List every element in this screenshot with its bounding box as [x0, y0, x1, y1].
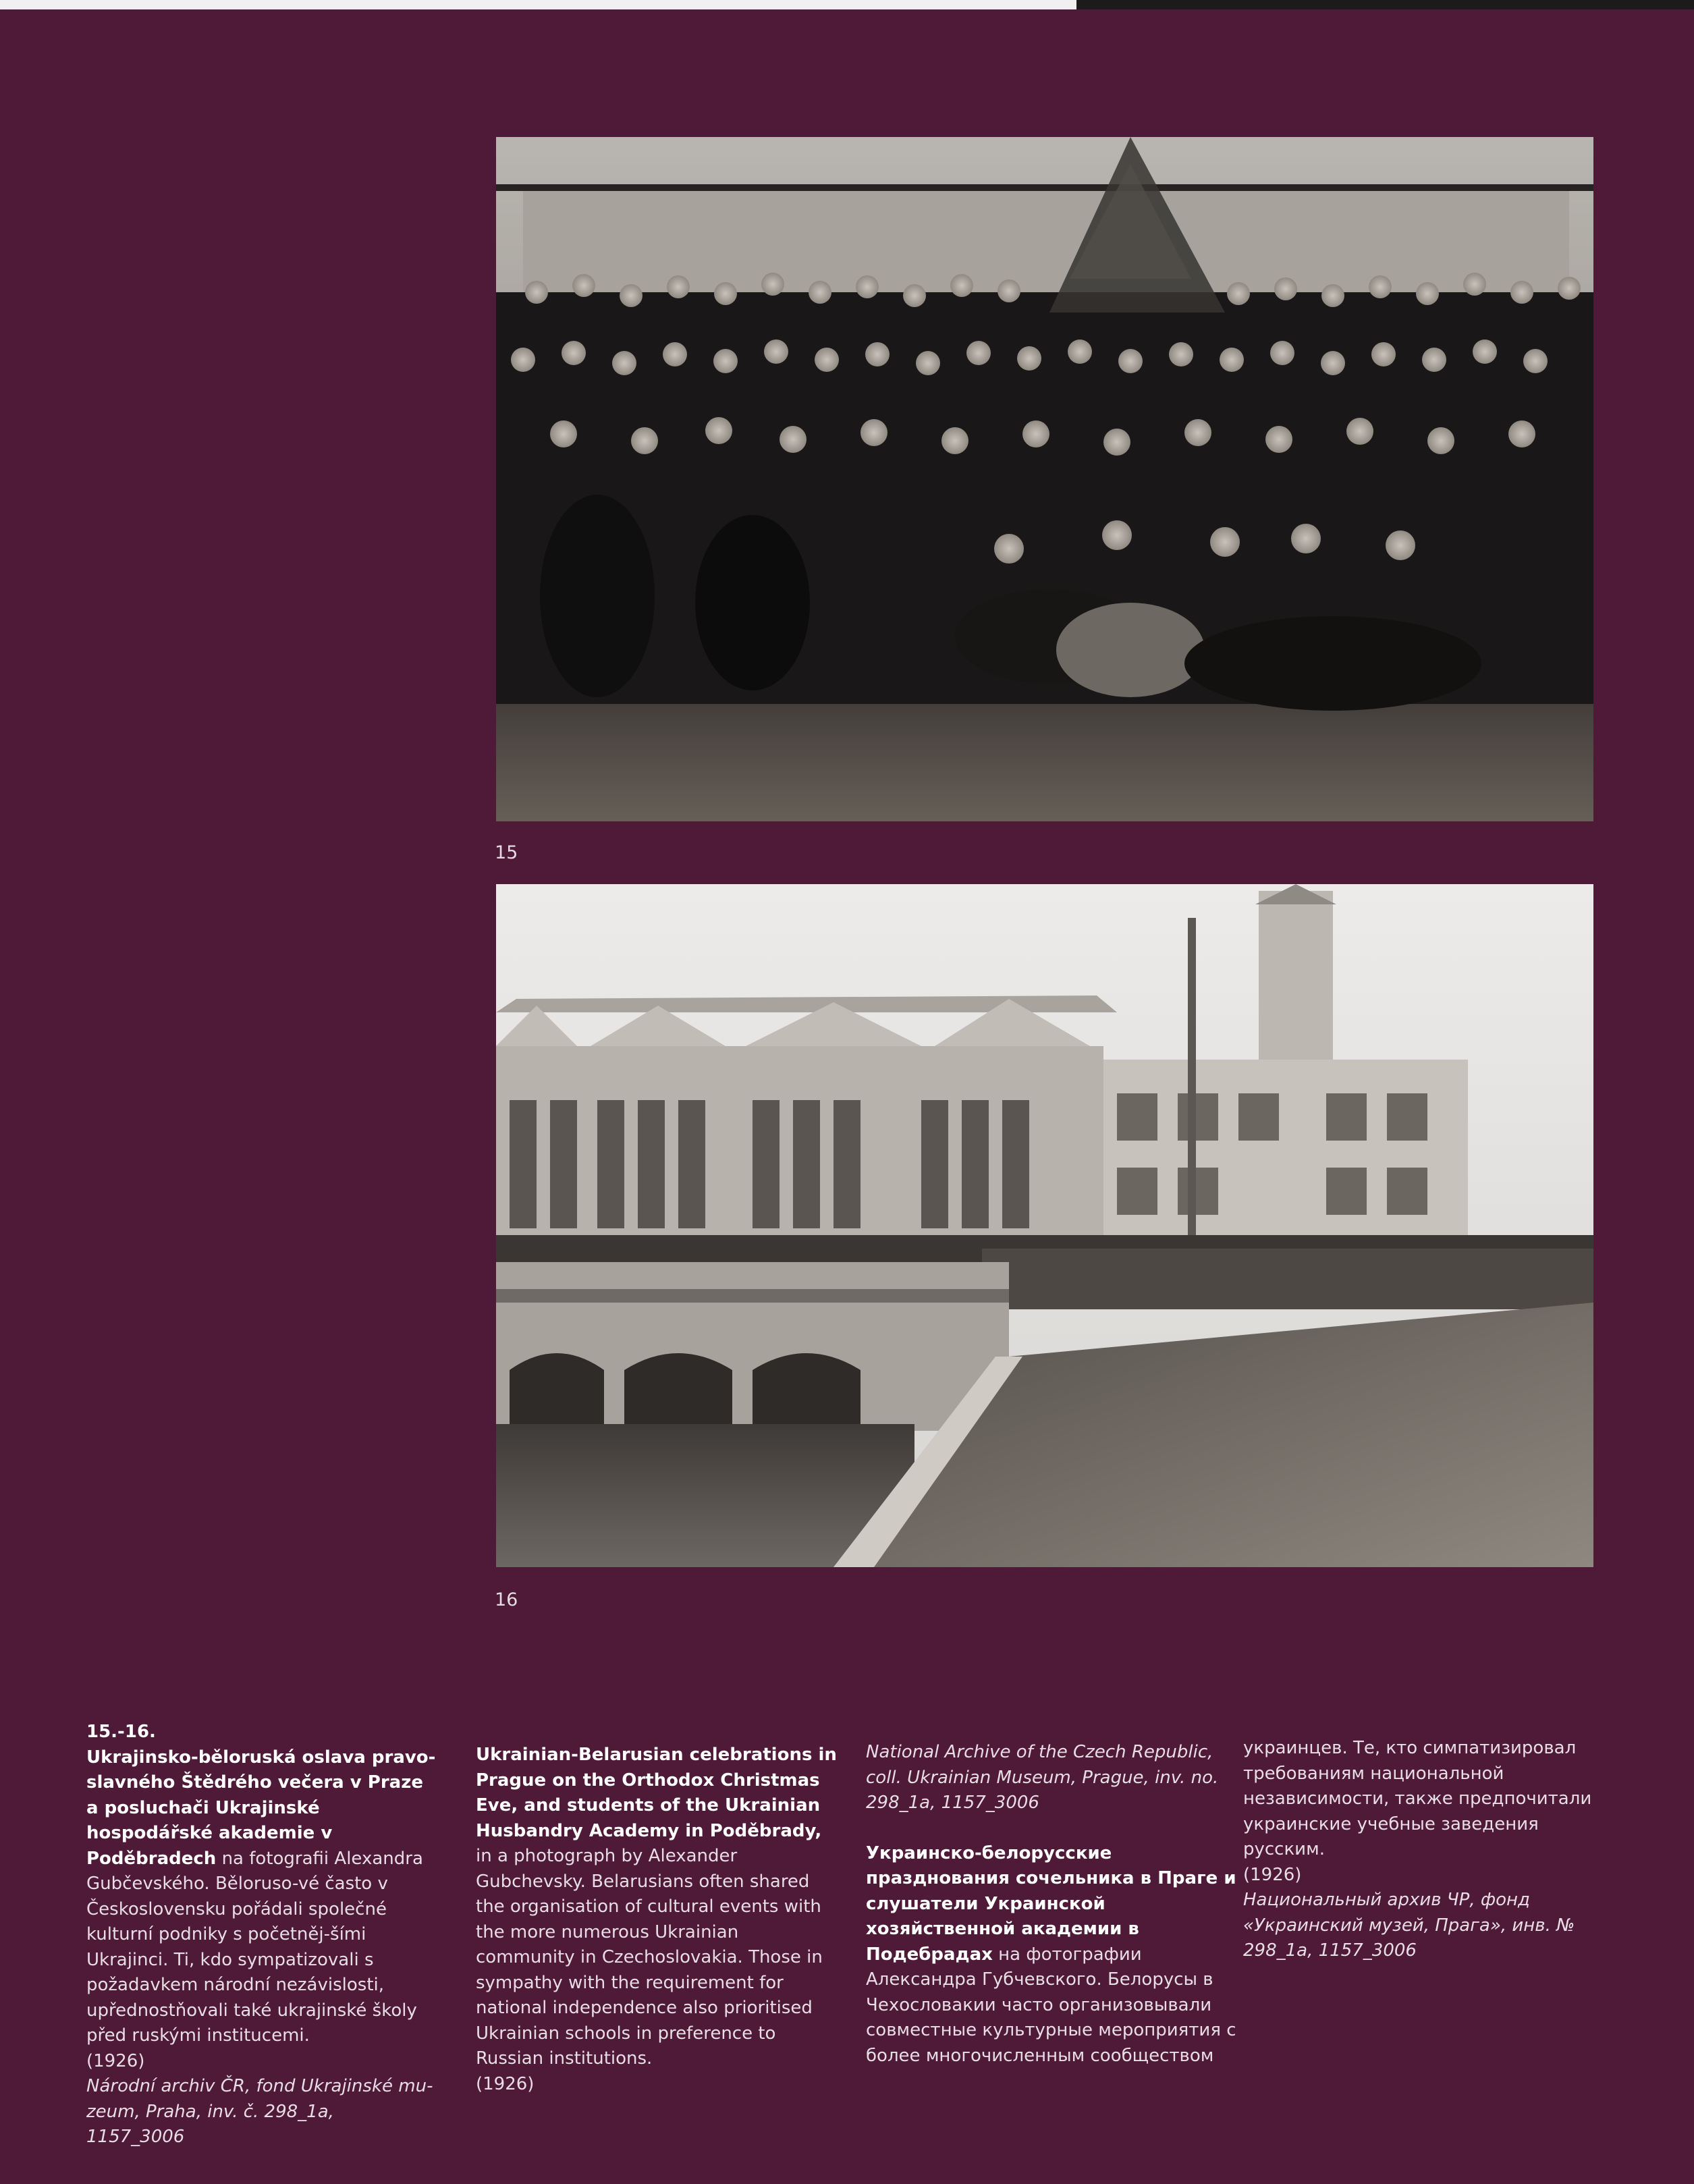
caption-figure-numbers: 15.-16. [86, 1722, 156, 1742]
caption-english-title: Ukrainian-Belarusian celebrations in Prague on the Orthodox Christmas Eve, and students of the Ukrainian Husbandry Academy in Poděbrady, [476, 1745, 837, 1841]
caption-english-body: in a photograph by Alexander Gubchevsky. Belarusians often shared the organisation of cultural events with the more numerous Ukrainian community in Czechoslovakia. Those in sympathy with the requirement for national independence also prioritised Ukrainian schools in preference to Russian institutions. [476, 1846, 823, 2069]
caption-russian-continued [1243, 1736, 1621, 1964]
caption-czech-source: Národní archiv ČR, fond Ukrajinské mu-zeum, Praha, inv. č. 298_1a, 1157_3006 [86, 2076, 433, 2147]
photo-academy-building-crowd [496, 884, 1593, 1567]
caption-russian-source: Национальный архив ЧР, фонд «Украинский музей, Прага», инв. № 298_1a, 1157_3006 [1243, 1890, 1575, 1961]
photo-number-16: 16 [495, 1589, 518, 1610]
caption-russian-year: (1926) [1243, 1864, 1302, 1885]
caption-czech-title: Ukrajinsko-běloruská oslava pravo-slavného Štědrého večera v Praze a posluchači Ukrajinské hospodářské akademie v Poděbradech [86, 1747, 436, 1869]
caption-russian-title: Украинско-белорусские празднования сочельника в Праге и слушатели Украинской хозяйственной академии в Подебрадах [866, 1842, 1236, 1965]
photo-number-15: 15 [495, 842, 518, 863]
caption-czech-year: (1926) [86, 2050, 145, 2071]
caption-russian-body-part1: на фотографии Александра Губчевского. Белорусы в Чехословакии часто организовывали совместные культурные мероприятия с более многочисленным сообществом [866, 1944, 1236, 2066]
caption-english-source-and-russian [866, 1740, 1244, 2069]
caption-english-source: National Archive of the Czech Republic, coll. Ukrainian Museum, Prague, inv. no. 298_1a, 1157_3006 [866, 1742, 1219, 1813]
photo-christmas-group-portrait [496, 137, 1593, 821]
caption-english [476, 1743, 840, 2097]
caption-english-year: (1926) [476, 2073, 535, 2094]
caption-russian-body-part2: украинцев. Те, кто симпатизировал требованиям национальной независимости, также предпочитали украинские учебные заведения русским. [1243, 1738, 1592, 1859]
caption-czech-body: na fotografii Alexandra Gubčevského. Běloruso-vé často v Československu pořádali společné kulturní podniky s početněj-šími Ukrajinci. Ti, kdo sympatizovali s požadavkem národní nezávislosti, upřednostňovali také ukrajinské školy před ruskými institucemi. [86, 1848, 423, 2046]
caption-czech [86, 1720, 437, 2150]
